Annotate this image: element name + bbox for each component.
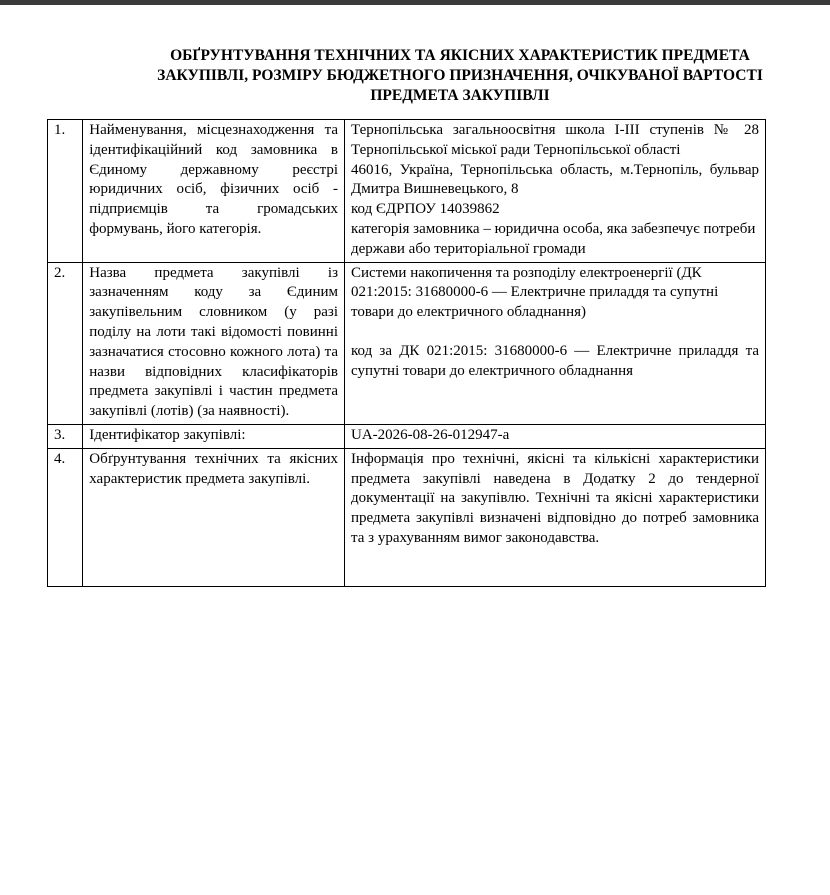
- table-row: [48, 262, 766, 424]
- row-label: Ідентифікатор закупівлі:: [83, 424, 345, 448]
- table-row: [48, 424, 766, 448]
- row-value: [345, 262, 766, 424]
- title-line-1: ОБҐРУНТУВАННЯ ТЕХНІЧНИХ ТА ЯКІСНИХ ХАРАКТЕРИСТИК ПРЕДМЕТА: [170, 47, 750, 64]
- row-label: Найменування, місцезнаходження та ідентифікаційний код замовника в Єдиному державному реєстрі юридичних осіб, фізичних осіб - підприємців та громадських формувань, його категорія.: [83, 120, 345, 263]
- title-line-3: ПРЕДМЕТА ЗАКУПІВЛІ: [370, 87, 550, 104]
- document-title: [100, 46, 820, 106]
- procurement-subject-name: Системи накопичення та розподілу електроенергії (ДК 021:2015: 31680000-6 — Електричне приладдя та супутні товари до електричного обладнання): [351, 264, 719, 321]
- row-value: Інформація про технічні, якісні та кількісні характеристики предмета закупівлі наведена в Додатку 2 до тендерної документації на закупівлю. Технічні та якісні характеристики предмета закупівлі визначені відповідно до потреб замовника та з урахуванням вимог законодавства.: [345, 448, 766, 586]
- row-number: 4.: [48, 448, 83, 586]
- window-top-bar: [0, 0, 830, 5]
- customer-category: категорія замовника – юридична особа, яка забезпечує потреби держави або територіальної громади: [351, 220, 756, 257]
- procurement-identifier: UA-2026-08-26-012947-a: [345, 424, 766, 448]
- row-number: 2.: [48, 262, 83, 424]
- row-number: 3.: [48, 424, 83, 448]
- procurement-cpv-code: код за ДК 021:2015: 31680000-6 — Електричне приладдя та супутні товари до електричного обладнання: [351, 342, 759, 379]
- justification-table: [47, 119, 766, 587]
- table-row: [48, 448, 766, 586]
- customer-edrpou-code: код ЄДРПОУ 14039862: [351, 201, 500, 218]
- row-label: Обґрунтування технічних та якісних характеристик предмета закупівлі.: [83, 448, 345, 586]
- row-number: 1.: [48, 120, 83, 263]
- customer-name: Тернопільська загальноосвітня школа І-ІІІ ступенів № 28 Тернопільської міської ради Тернопільської області: [351, 122, 759, 158]
- title-line-2: ЗАКУПІВЛІ, РОЗМІРУ БЮДЖЕТНОГО ПРИЗНАЧЕННЯ, ОЧІКУВАНОЇ ВАРТОСТІ: [157, 67, 763, 84]
- customer-address: 46016, Україна, Тернопільська область, м.Тернопіль, бульвар Дмитра Вишневецького, 8: [351, 161, 759, 198]
- table-row: [48, 120, 766, 263]
- row-label: Назва предмета закупівлі із зазначенням коду за Єдиним закупівельним словником (у разі поділу на лоти такі відомості повинні зазначатися стосовно кожного лота) та назви відповідних класифікаторів предмета закупівлі і частин предмета закупівлі (лотів) (за наявності).: [83, 262, 345, 424]
- row-value: [345, 120, 766, 263]
